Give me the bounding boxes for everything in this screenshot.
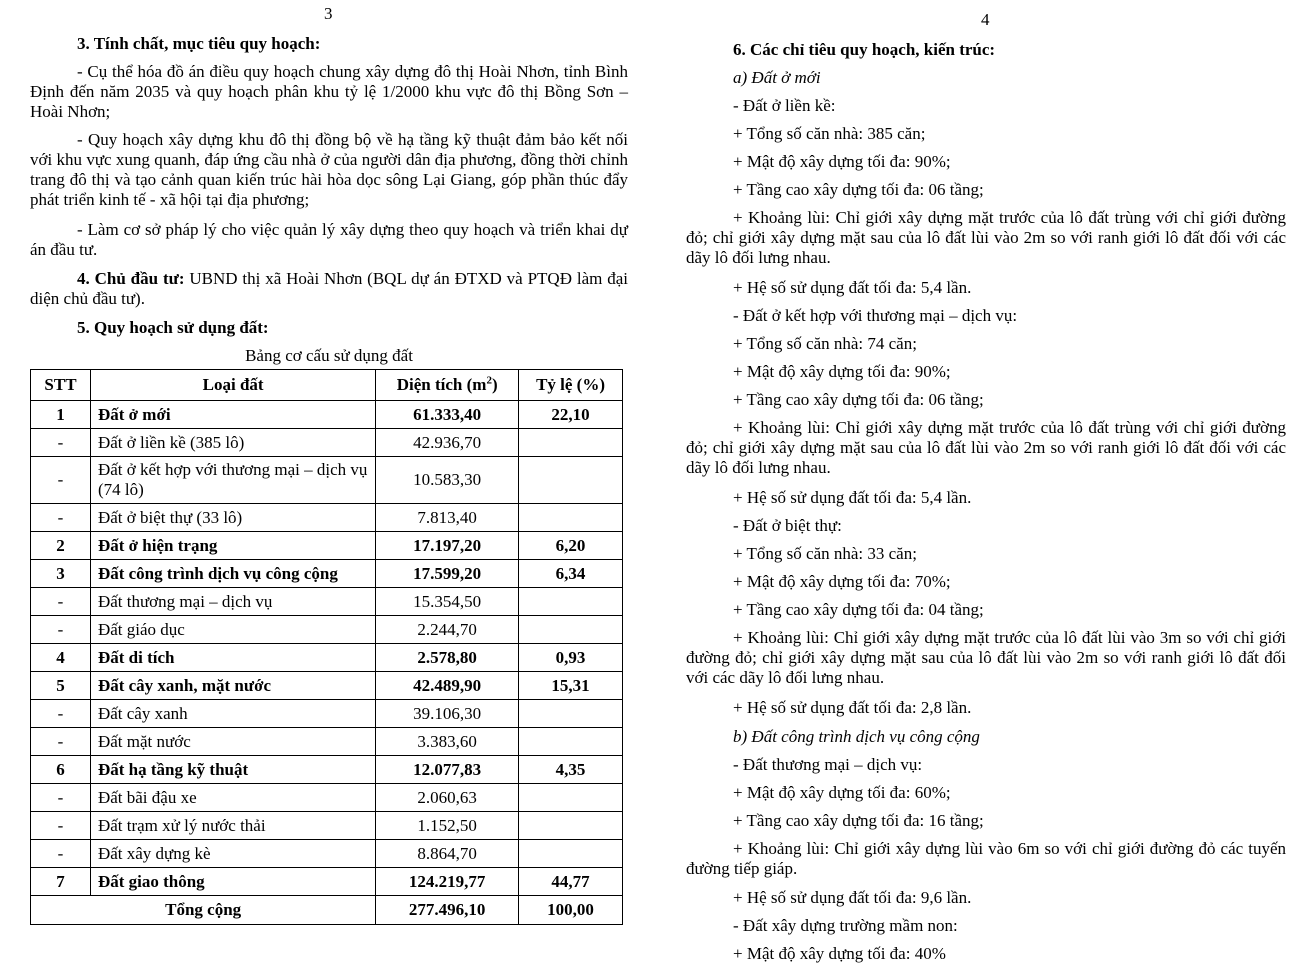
header-type: Loại đất bbox=[90, 370, 375, 401]
cell-area: 17.197,20 bbox=[376, 532, 519, 560]
right-line: + Mật độ xây dựng tối đa: 90%; bbox=[733, 362, 951, 381]
section3-item-3: - Làm cơ sở pháp lý cho việc quản lý xây dựng theo quy hoạch và triển khai dự án đầu tư. bbox=[30, 220, 628, 259]
page-number-left: 3 bbox=[324, 4, 333, 23]
cell-area: 12.077,83 bbox=[376, 756, 519, 784]
total-ratio: 100,00 bbox=[519, 896, 623, 925]
cell-type: Đất di tích bbox=[90, 644, 375, 672]
cell-area: 39.106,30 bbox=[376, 700, 519, 728]
section3-item-2: - Quy hoạch xây dựng khu đô thị đồng bộ về hạ tầng kỹ thuật đảm bảo kết nối với khu vực xung quanh, đáp ứng cầu nhà ở của người dân địa phương, đồng thời chỉnh trang đô thị và tạo cảnh quan kiến trúc hài hòa dọc sông Lại Giang, góp phần thúc đẩy phát triển kinh tế - xã hội tại địa phương; bbox=[30, 130, 628, 209]
table-row bbox=[31, 700, 623, 728]
page-number-right: 4 bbox=[981, 10, 990, 29]
section4-label: 4. Chủ đầu tư: bbox=[77, 269, 185, 288]
section4-text: UBND thị xã Hoài Nhơn (BQL dự án ĐTXD và PTQĐ làm đại diện chủ đầu tư). bbox=[30, 269, 628, 308]
cell-stt: 4 bbox=[31, 644, 91, 672]
cell-ratio: 22,10 bbox=[519, 401, 623, 429]
right-line: - Đất xây dựng trường mầm non: bbox=[733, 916, 958, 935]
cell-stt: 5 bbox=[31, 672, 91, 700]
header-area: Diện tích $(m^2)$ bbox=[376, 370, 519, 401]
cell-type: Đất giáo dục bbox=[90, 616, 375, 644]
right-line: + Hệ số sử dụng đất tối đa: 5,4 lần. bbox=[733, 278, 972, 297]
cell-stt: - bbox=[31, 504, 91, 532]
cell-type: Đất mặt nước bbox=[90, 728, 375, 756]
right-line: + Tầng cao xây dựng tối đa: 06 tầng; bbox=[733, 390, 984, 409]
right-line: + Tổng số căn nhà: 33 căn; bbox=[733, 544, 917, 563]
cell-ratio bbox=[519, 588, 623, 616]
cell-ratio: 0,93 bbox=[519, 644, 623, 672]
right-line: + Tổng số căn nhà: 385 căn; bbox=[733, 124, 926, 143]
right-line: + Khoảng lùi: Chỉ giới xây dựng mặt trước của lô đất trùng với chỉ giới đường đỏ; chỉ giới xây dựng mặt sau của lô đất lùi vào 2m so với ranh giới lô đất đối với các dãy lô đối lưng nhau. bbox=[686, 208, 1286, 267]
right-line: b) Đất công trình dịch vụ công cộng bbox=[733, 727, 980, 746]
cell-ratio: 6,20 bbox=[519, 532, 623, 560]
cell-area: 17.599,20 bbox=[376, 560, 519, 588]
table-row bbox=[31, 429, 623, 457]
table-row bbox=[31, 812, 623, 840]
cell-ratio bbox=[519, 429, 623, 457]
cell-ratio bbox=[519, 812, 623, 840]
cell-stt: - bbox=[31, 840, 91, 868]
cell-area: 1.152,50 bbox=[376, 812, 519, 840]
cell-type: Đất trạm xử lý nước thải bbox=[90, 812, 375, 840]
cell-stt: 2 bbox=[31, 532, 91, 560]
cell-ratio bbox=[519, 728, 623, 756]
table-total-row bbox=[31, 896, 623, 925]
cell-ratio: 44,77 bbox=[519, 868, 623, 896]
cell-type: Đất ở liền kề (385 lô) bbox=[90, 429, 375, 457]
cell-stt: - bbox=[31, 700, 91, 728]
cell-type: Đất cây xanh, mặt nước bbox=[90, 672, 375, 700]
cell-type: Đất ở hiện trạng bbox=[90, 532, 375, 560]
cell-area: 42.936,70 bbox=[376, 429, 519, 457]
cell-stt: - bbox=[31, 588, 91, 616]
cell-area: 2.244,70 bbox=[376, 616, 519, 644]
total-area: 277.496,10 bbox=[376, 896, 519, 925]
cell-stt: - bbox=[31, 429, 91, 457]
right-line: - Đất thương mại – dịch vụ: bbox=[733, 755, 923, 774]
table-row bbox=[31, 457, 623, 504]
table-row bbox=[31, 588, 623, 616]
header-ratio: Tỷ lệ (%) bbox=[519, 370, 623, 401]
table-row bbox=[31, 672, 623, 700]
cell-stt: - bbox=[31, 728, 91, 756]
section3-heading: 3. Tính chất, mục tiêu quy hoạch: bbox=[77, 34, 321, 53]
cell-type: Đất ở kết hợp với thương mại – dịch vụ (74 lô) bbox=[90, 457, 375, 504]
total-label: Tổng cộng bbox=[31, 896, 376, 925]
cell-type: Đất công trình dịch vụ công cộng bbox=[90, 560, 375, 588]
table-row bbox=[31, 840, 623, 868]
right-line: + Hệ số sử dụng đất tối đa: 5,4 lần. bbox=[733, 488, 972, 507]
cell-area: 2.578,80 bbox=[376, 644, 519, 672]
cell-type: Đất ở biệt thự (33 lô) bbox=[90, 504, 375, 532]
table-caption: Bảng cơ cấu sử dụng đất bbox=[245, 346, 413, 365]
right-line: + Khoảng lùi: Chỉ giới xây dựng mặt trước của lô đất trùng với chỉ giới đường đỏ; chỉ giới xây dựng mặt sau của lô đất lùi vào 2m so với ranh giới lô đất đối với các dãy lô đối lưng nhau. bbox=[686, 418, 1286, 477]
cell-stt: - bbox=[31, 616, 91, 644]
cell-type: Đất cây xanh bbox=[90, 700, 375, 728]
cell-type: Đất giao thông bbox=[90, 868, 375, 896]
cell-stt: 1 bbox=[31, 401, 91, 429]
right-line: + Hệ số sử dụng đất tối đa: 9,6 lần. bbox=[733, 888, 972, 907]
table-row bbox=[31, 868, 623, 896]
cell-area: 8.864,70 bbox=[376, 840, 519, 868]
cell-ratio: 6,34 bbox=[519, 560, 623, 588]
right-line: + Tầng cao xây dựng tối đa: 06 tầng; bbox=[733, 180, 984, 199]
cell-type: Đất ở mới bbox=[90, 401, 375, 429]
cell-area: 10.583,30 bbox=[376, 457, 519, 504]
right-line: + Tầng cao xây dựng tối đa: 04 tầng; bbox=[733, 600, 984, 619]
cell-area: 15.354,50 bbox=[376, 588, 519, 616]
cell-ratio bbox=[519, 504, 623, 532]
cell-area: 124.219,77 bbox=[376, 868, 519, 896]
cell-type: Đất thương mại – dịch vụ bbox=[90, 588, 375, 616]
cell-stt: 7 bbox=[31, 868, 91, 896]
cell-ratio: 15,31 bbox=[519, 672, 623, 700]
section4-paragraph bbox=[30, 269, 628, 309]
right-line: - Đất ở kết hợp với thương mại – dịch vụ: bbox=[733, 306, 1018, 325]
cell-stt: 3 bbox=[31, 560, 91, 588]
table-row bbox=[31, 756, 623, 784]
right-line: - Đất ở liền kề: bbox=[733, 96, 836, 115]
cell-type: Đất xây dựng kè bbox=[90, 840, 375, 868]
right-line: + Mật độ xây dựng tối đa: 70%; bbox=[733, 572, 951, 591]
table-row bbox=[31, 616, 623, 644]
right-line: + Tổng số căn nhà: 74 căn; bbox=[733, 334, 917, 353]
cell-stt: - bbox=[31, 457, 91, 504]
cell-ratio bbox=[519, 784, 623, 812]
cell-ratio bbox=[519, 616, 623, 644]
table-row bbox=[31, 532, 623, 560]
right-line: a) Đất ở mới bbox=[733, 68, 821, 87]
right-line: + Mật độ xây dựng tối đa: 90%; bbox=[733, 152, 951, 171]
cell-stt: - bbox=[31, 812, 91, 840]
cell-area: 61.333,40 bbox=[376, 401, 519, 429]
cell-type: Đất bãi đậu xe bbox=[90, 784, 375, 812]
cell-area: 3.383,60 bbox=[376, 728, 519, 756]
header-stt: STT bbox=[31, 370, 91, 401]
table-row bbox=[31, 504, 623, 532]
cell-ratio bbox=[519, 457, 623, 504]
cell-ratio bbox=[519, 840, 623, 868]
section5-heading: 5. Quy hoạch sử dụng đất: bbox=[77, 318, 269, 337]
cell-type: Đất hạ tầng kỹ thuật bbox=[90, 756, 375, 784]
right-line: + Khoảng lùi: Chỉ giới xây dựng mặt trước của lô đất lùi vào 3m so với chỉ giới đường đỏ; chỉ giới xây dựng mặt sau của lô đất lùi vào 2m so với ranh giới lô đất đối với các dãy lô đối lưng nhau. bbox=[686, 628, 1286, 687]
table-row bbox=[31, 401, 623, 429]
cell-area: 7.813,40 bbox=[376, 504, 519, 532]
table-header-row bbox=[31, 370, 623, 401]
cell-ratio: 4,35 bbox=[519, 756, 623, 784]
cell-stt: - bbox=[31, 784, 91, 812]
right-line: + Mật độ xây dựng tối đa: 60%; bbox=[733, 783, 951, 802]
section6-heading: 6. Các chỉ tiêu quy hoạch, kiến trúc: bbox=[733, 40, 996, 59]
cell-area: 2.060,63 bbox=[376, 784, 519, 812]
right-line: + Mật độ xây dựng tối đa: 40% bbox=[733, 944, 946, 963]
right-line: + Hệ số sử dụng đất tối đa: 2,8 lần. bbox=[733, 698, 972, 717]
right-line: + Khoảng lùi: Chỉ giới xây dựng lùi vào 6m so với chỉ giới đường đỏ các tuyến đường tiếp giáp. bbox=[686, 839, 1286, 878]
table-row bbox=[31, 644, 623, 672]
right-line: + Tầng cao xây dựng tối đa: 16 tầng; bbox=[733, 811, 984, 830]
table-row bbox=[31, 560, 623, 588]
section3-item-1: - Cụ thể hóa đồ án điều quy hoạch chung xây dựng đô thị Hoài Nhơn, tỉnh Bình Định đến năm 2035 và quy hoạch phân khu tỷ lệ 1/2000 khu vực đô thị Bồng Sơn – Hoài Nhơn; bbox=[30, 62, 628, 121]
table-row bbox=[31, 728, 623, 756]
table-row bbox=[31, 784, 623, 812]
right-line: - Đất ở biệt thự: bbox=[733, 516, 842, 535]
cell-stt: 6 bbox=[31, 756, 91, 784]
land-use-table bbox=[30, 369, 623, 925]
cell-area: 42.489,90 bbox=[376, 672, 519, 700]
cell-ratio bbox=[519, 700, 623, 728]
